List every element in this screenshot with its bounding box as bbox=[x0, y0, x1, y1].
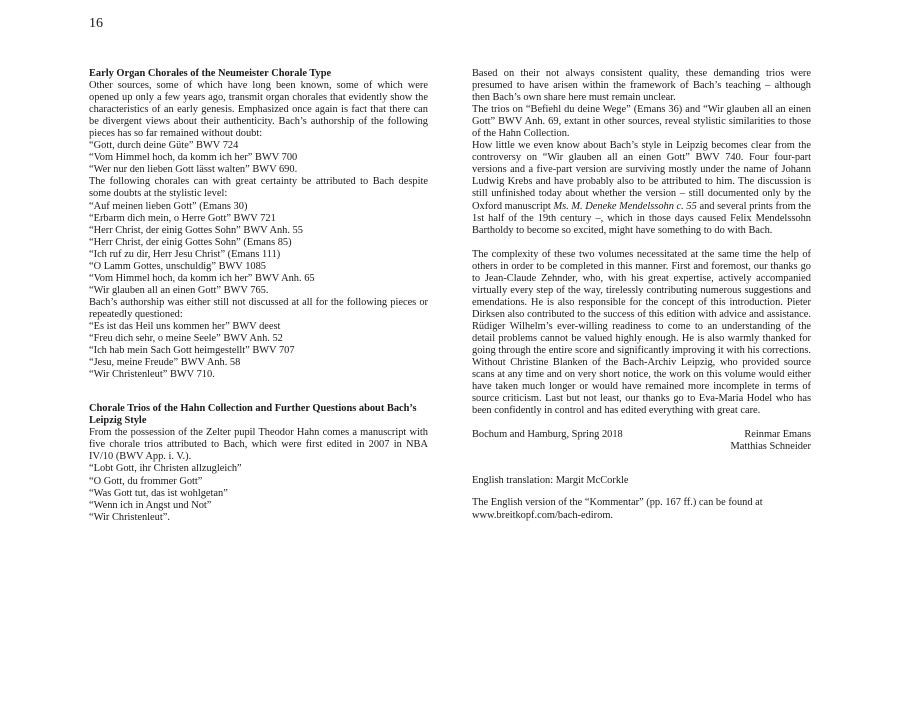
list-item: “Wir Christenleut” BWV 710. bbox=[89, 369, 215, 381]
section-heading-neumeister: Early Organ Chorales of the Neumeister Chorale Type bbox=[89, 68, 332, 79]
paragraph: Based on their not always consistent quality, these demanding trios were presumed to have arisen within the framework of Bach’s teaching – although then Bach’s own share here must remain unclear. bbox=[472, 68, 811, 104]
signatory-name: Matthias Schneider bbox=[730, 441, 811, 453]
list-item: “Gott, durch deine Güte” BWV 724 bbox=[89, 140, 239, 152]
paragraph: The trios on “Befiehl du deine Wege” (Emans 36) and “Wir glauben all an einen Gott” BWV Anh. 69, extant in other sources, reveal stylistic similarities to those of the Hahn Collection. bbox=[472, 104, 811, 140]
translation-credit: English translation: Margit McCorkle bbox=[472, 475, 629, 487]
list-item: “Es ist das Heil uns kommen her” BWV deest bbox=[89, 320, 281, 332]
list-item: “Wir glauben all an einen Gott” BWV 765. bbox=[89, 284, 269, 296]
list-item: “Was Gott tut, das ist wohlgetan” bbox=[89, 487, 228, 499]
text-span: The English version of the “Kommentar” (pp. 167 ff.) can be found at bbox=[472, 497, 763, 509]
place-date: Bochum and Hamburg, Spring 2018 bbox=[472, 429, 623, 441]
list-item: “Ich ruf zu dir, Herr Jesu Christ” (Emans 111) bbox=[89, 248, 281, 260]
intro-paragraph: Other sources, some of which have long been known, some of which were opened up only a few years ago, transmit organ chorales that evidently show the characteristics of an early genesis. Emphasized once again is fact that there can be divergent views about their authenticity. Bach’s authorship of the following pieces has so far remained without doubt: bbox=[89, 80, 428, 140]
list-item: “Freu dich sehr, o meine Seele” BWV Anh. 52 bbox=[89, 333, 283, 345]
kommentar-note bbox=[472, 497, 811, 521]
paragraph bbox=[472, 140, 811, 236]
right-column bbox=[472, 68, 811, 522]
list-item: “Jesu, meine Freude” BWV Anh. 58 bbox=[89, 357, 241, 369]
list-item: “Lobt Gott, ihr Christen allzugleich” bbox=[89, 463, 242, 475]
text-span: and several prints from the 1st half of the 19th century –, which in those days caused Felix Mendelssohn Bartholdy to become so excited, might have something to do with Bach. bbox=[472, 200, 811, 236]
list-item: “Wer nur den lieben Gott lässt walten” BWV 690. bbox=[89, 164, 298, 176]
paragraph: Bach’s authorship was either still not discussed at all for the following pieces or repeatedly questioned: bbox=[89, 296, 428, 320]
signature-block bbox=[472, 429, 811, 453]
list-item: “O Gott, du frommer Gott” bbox=[89, 475, 203, 487]
acknowledgements-paragraph: The complexity of these two volumes necessitated at the same time the help of others in order to be completed in this manner. First and foremost, our thanks go to Jean-Claude Zehnder, who, with his great expertise, actively accompanied virtually every step of the way, tirelessly contributing numerous suggestions and emendations. He is also responsible for the concept of this introduction. Pieter Dirksen also contributed to the success of this edition with advice and assistance. Rüdiger Wilhelm’s ever-willing readiness to come to an understanding of the detail problems cannot be valued highly enough. He is also warmly thanked for going through the entire score and significantly improving it with his corrections. Without Christine Blanken of the Bach-Archiv Leipzig, who provided source scans at any time and on very short notice, the work on this volume would either have taken much longer or would have remained more incomplete in terms of source criticism. Last but not least, our thanks go to Eva-Maria Hodel who has been confidently in control and has edited everything with great care. bbox=[472, 248, 811, 417]
manuscript-title: Ms. M. Deneke Mendelssohn c. 55 bbox=[553, 200, 697, 212]
signatories bbox=[730, 429, 811, 453]
page-number: 16 bbox=[89, 16, 103, 31]
left-column bbox=[89, 68, 428, 524]
signatory-name: Reinmar Emans bbox=[744, 429, 811, 441]
paragraph: The following chorales can with great certainty be attributed to Bach despite some doubts at the stylistic level: bbox=[89, 176, 428, 200]
paragraph: From the possession of the Zelter pupil Theodor Hahn comes a manuscript with five chorale trios attributed to Bach, which were first edited in 2007 in NBA IV/10 (BWV App. i. V.). bbox=[89, 427, 428, 463]
list-item: “Wenn ich in Angst und Not” bbox=[89, 499, 212, 511]
list-item: “Ich hab mein Sach Gott heimgestellt” BWV 707 bbox=[89, 345, 295, 357]
list-item: “Vom Himmel hoch, da komm ich her” BWV Anh. 65 bbox=[89, 272, 315, 284]
list-item: “Herr Christ, der einig Gottes Sohn” BWV Anh. 55 bbox=[89, 224, 303, 236]
list-item: “Erbarm dich mein, o Herre Gott” BWV 721 bbox=[89, 212, 276, 224]
website-link[interactable]: www.breitkopf.com/bach-edirom. bbox=[472, 509, 613, 521]
list-item: “Wir Christenleut”. bbox=[89, 511, 170, 523]
list-item: “O Lamm Gottes, unschuldig” BWV 1085 bbox=[89, 260, 267, 272]
list-item: “Vom Himmel hoch, da komm ich her” BWV 700 bbox=[89, 152, 298, 164]
section-heading-hahn: Chorale Trios of the Hahn Collection and Further Questions about Bach’s Leipzig Style bbox=[89, 403, 417, 427]
list-item: “Auf meinen lieben Gott” (Emans 30) bbox=[89, 200, 248, 212]
list-item: “Herr Christ, der einig Gottes Sohn” (Emans 85) bbox=[89, 236, 292, 248]
text-span: How little we even know about Bach’s style in Leipzig becomes clear from the controversy on “Wir glauben all an einen Gott” BWV 740. Four four-part versions and a five-part version are surviving mostly under the name of Johann Ludwig Krebs and have probably also to be attributed to him. The discussion is still unfinished today about whether the version – still documented only by the Oxford manuscript bbox=[472, 140, 811, 212]
